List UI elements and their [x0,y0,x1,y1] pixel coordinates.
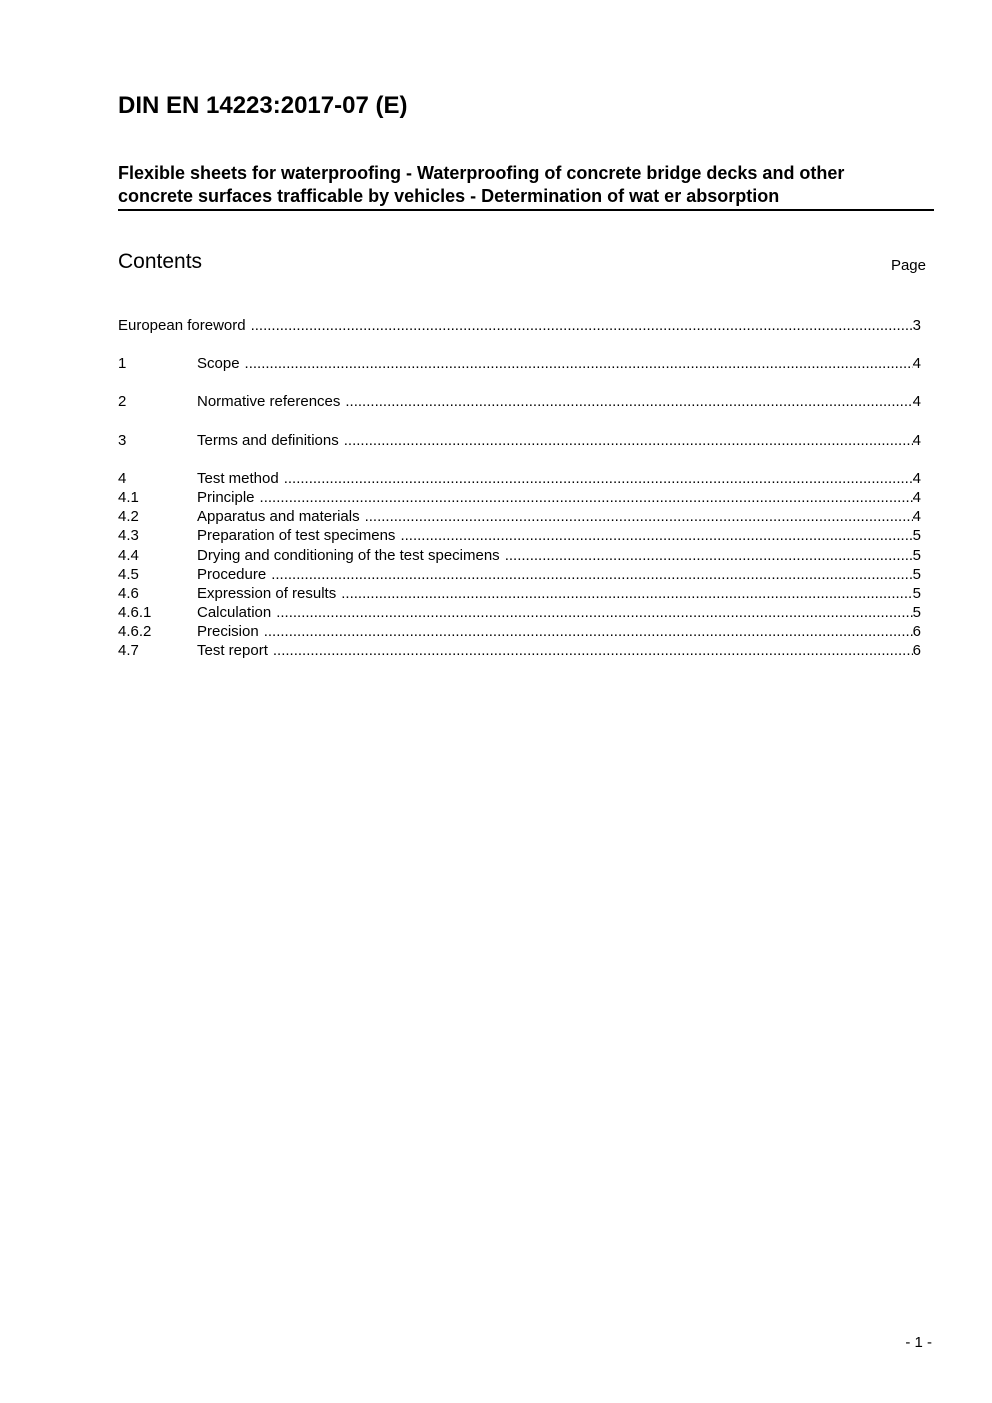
toc-entry-title: Apparatus and materials [197,508,360,525]
toc-entry-4-4[interactable] [118,546,921,565]
toc-entry-title: Test method [197,470,279,487]
toc-entry-number: 4.4 [118,547,139,564]
toc-leader-dots [345,392,912,411]
toc-entry-title: Precision [197,623,259,640]
toc-entry-page: 4 [912,489,921,506]
toc-entry-number: 4.6.2 [118,623,152,640]
toc-entry-4[interactable] [118,469,921,488]
toc-entry-page: 3 [912,317,921,334]
toc-leader-dots [344,431,913,450]
toc-entry-2[interactable] [118,392,921,411]
toc-leader-dots [271,565,912,584]
document-title-line-2: concrete surfaces trafficable by vehicles - Determination of wat er absorption [118,186,780,206]
toc-leader-dots [264,622,913,641]
toc-entry-number: 1 [118,355,127,372]
toc-entry-4-6[interactable] [118,584,921,603]
toc-entry-number: 3 [118,432,127,449]
toc-entry-foreword[interactable] [118,316,921,335]
toc-entry-number: 4.1 [118,489,139,506]
toc-leader-dots [341,584,912,603]
document-title [118,162,934,211]
toc-entry-title: Scope [197,355,240,372]
toc-leader-dots [260,488,913,507]
toc-entry-title: Terms and definitions [197,432,339,449]
document-id: DIN EN 14223:2017-07 (E) [118,92,408,119]
toc-entry-title: Expression of results [197,585,337,602]
toc-entry-title: Preparation of test specimens [197,527,396,544]
toc-entry-4-5[interactable] [118,565,921,584]
toc-entry-title: European foreword [118,317,246,334]
toc-entry-1[interactable] [118,354,921,373]
page-column-label: Page [890,257,926,274]
toc-entry-page: 5 [912,527,921,544]
toc-entry-4-2[interactable] [118,507,921,526]
toc-entry-title: Test report [197,642,268,659]
toc-entry-page: 5 [912,547,921,564]
toc-entry-page: 4 [912,470,921,487]
toc-entry-page: 4 [912,393,921,410]
toc-entry-title: Procedure [197,566,267,583]
toc-entry-3[interactable] [118,431,921,450]
toc-entry-page: 6 [912,623,921,640]
toc-entry-4-7[interactable] [118,641,921,660]
toc-entry-page: 4 [912,432,921,449]
toc-entry-page: 5 [912,566,921,583]
toc-entry-title: Principle [197,489,255,506]
toc-leader-dots [251,316,913,335]
toc-entry-number: 4 [118,470,127,487]
toc-entry-page: 5 [912,585,921,602]
toc-entry-number: 4.7 [118,642,139,659]
toc-entry-number: 4.3 [118,527,139,544]
toc-leader-dots [365,507,913,526]
toc-entry-4-3[interactable] [118,526,921,545]
toc-entry-title: Normative references [197,393,341,410]
toc-entry-number: 4.6 [118,585,139,602]
toc-leader-dots [273,641,913,660]
toc-entry-4-6-1[interactable] [118,603,921,622]
toc-entry-4-6-2[interactable] [118,622,921,641]
contents-heading: Contents [118,250,203,273]
toc-entry-number: 2 [118,393,127,410]
toc-entry-page: 4 [912,355,921,372]
toc-entry-page: 6 [912,642,921,659]
toc-leader-dots [276,603,912,622]
toc-entry-number: 4.6.1 [118,604,152,621]
document-title-line-1: Flexible sheets for waterproofing - Waterproofing of concrete bridge decks and other [118,163,845,183]
toc-entry-page: 4 [912,508,921,525]
toc-entry-4-1[interactable] [118,488,921,507]
toc-entry-number: 4.5 [118,566,139,583]
toc-entry-title: Drying and conditioning of the test specimens [197,547,500,564]
toc-leader-dots [505,546,913,565]
toc-entry-number: 4.2 [118,508,139,525]
toc-leader-dots [400,526,912,545]
toc-leader-dots [245,354,913,373]
toc-leader-dots [284,469,913,488]
toc-entry-page: 5 [912,604,921,621]
page-number: - 1 - [905,1334,932,1351]
toc-entry-title: Calculation [197,604,272,621]
